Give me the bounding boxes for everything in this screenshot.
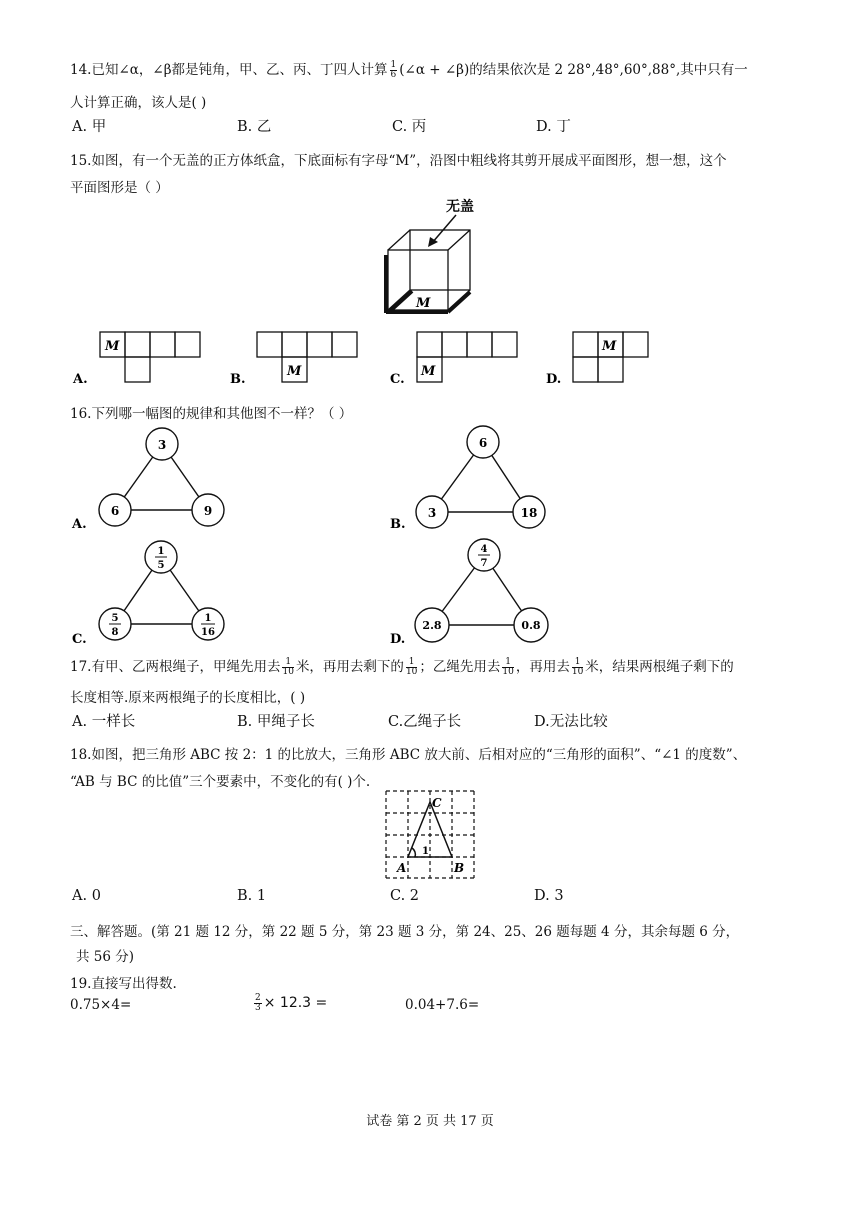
svg-text:A.: A. bbox=[72, 517, 87, 532]
q17-fraction-3: $\frac{1}{10}$ bbox=[502, 657, 514, 677]
svg-text:18: 18 bbox=[520, 506, 538, 520]
q14-text-a: 14.已知∠α，∠β都是钝角，甲、乙、丙、丁四人计算 bbox=[70, 62, 388, 78]
angle-1-label: 1 bbox=[422, 846, 429, 857]
q14-option-a: A. 甲 bbox=[72, 119, 107, 135]
q19-expr-1: 0.75×4= bbox=[70, 997, 132, 1013]
svg-text:1: 1 bbox=[157, 546, 165, 557]
svg-text:B.: B. bbox=[390, 517, 406, 532]
q15-net-c bbox=[388, 328, 528, 388]
svg-text:C.: C. bbox=[390, 372, 405, 387]
q18-option-a: A. 0 bbox=[72, 888, 101, 904]
svg-text:M: M bbox=[602, 339, 617, 354]
q15-cube-figure bbox=[370, 195, 480, 320]
section-3-heading: 三、解答题。(第 21 题 12 分，第 22 题 5 分，第 23 题 3 分，第 24、25、26 题每题 4 分，其余每题 6 分， bbox=[70, 924, 740, 940]
q18-option-d: D. 3 bbox=[534, 888, 564, 904]
q14-option-c: C. 丙 bbox=[392, 119, 427, 135]
q16-triangle-c bbox=[70, 537, 230, 649]
svg-text:5: 5 bbox=[157, 560, 165, 571]
q15-line1: 15.如图，有一个无盖的正方体纸盒，下底面标有字母“M”，沿图中粗线将其剪开展成平面图形，想一想，这个 bbox=[70, 153, 727, 169]
page-footer: 试卷 第 2 页 共 17 页 bbox=[366, 1114, 494, 1129]
svg-text:D.: D. bbox=[390, 632, 406, 647]
q17-line2: 长度相等.原来两根绳子的长度相比，( ) bbox=[70, 690, 306, 706]
q18-option-c: C. 2 bbox=[390, 888, 420, 904]
svg-text:16: 16 bbox=[201, 627, 215, 638]
q17-fraction-2: $\frac{1}{10}$ bbox=[405, 657, 418, 677]
vertex-b-label: B bbox=[454, 861, 465, 875]
q17-option-d: D.无法比较 bbox=[534, 714, 608, 730]
svg-text:6: 6 bbox=[478, 436, 488, 450]
svg-text:M: M bbox=[421, 364, 436, 379]
q18-line2: “AB 与 BC 的比值”三个要素中，不变化的有( )个. bbox=[70, 774, 371, 790]
q16-triangle-a bbox=[70, 424, 230, 534]
svg-text:C.: C. bbox=[72, 632, 87, 647]
q17-fraction-4: $\frac{1}{10}$ bbox=[571, 657, 584, 677]
q16-triangle-d bbox=[388, 535, 558, 649]
svg-text:0.8: 0.8 bbox=[521, 619, 541, 632]
q17-option-b: B. 甲绳子长 bbox=[237, 714, 315, 730]
q19-title: 19.直接写出得数. bbox=[70, 976, 177, 992]
q14-text-b: (∠α + ∠β)的结果依次是 2 28°,48°,60°,88°,其中只有一 bbox=[399, 62, 748, 78]
q18-grid-triangle bbox=[384, 788, 476, 882]
q17-option-a: A. 一样长 bbox=[72, 714, 136, 730]
q19-expr-3: 0.04+7.6= bbox=[405, 997, 480, 1013]
svg-text:4: 4 bbox=[480, 544, 488, 555]
svg-text:3: 3 bbox=[157, 438, 167, 452]
vertex-c-label: C bbox=[432, 796, 442, 810]
vertex-a-label: A bbox=[397, 861, 407, 875]
q16-line1: 16.下列哪一幅图的规律和其他图不一样？（ ） bbox=[70, 406, 353, 422]
q18-option-b: B. 1 bbox=[237, 888, 267, 904]
svg-text:7: 7 bbox=[480, 558, 488, 569]
q15-net-a bbox=[70, 328, 210, 388]
svg-text:1: 1 bbox=[204, 613, 212, 624]
svg-text:9: 9 bbox=[203, 504, 213, 518]
no-lid-label: 无盖 bbox=[446, 199, 474, 215]
q14-option-b: B. 乙 bbox=[237, 119, 272, 135]
section-3-heading-cont: 共 56 分) bbox=[76, 949, 135, 965]
svg-text:3: 3 bbox=[427, 506, 437, 520]
svg-text:A.: A. bbox=[73, 372, 88, 387]
svg-text:D.: D. bbox=[546, 372, 562, 387]
q14-line1 bbox=[70, 58, 748, 80]
q17-option-c: C.乙绳子长 bbox=[388, 714, 462, 730]
q14-line2: 人计算正确，该人是( ) bbox=[70, 95, 207, 111]
q15-net-b bbox=[228, 328, 368, 388]
svg-text:5: 5 bbox=[111, 613, 119, 624]
q15-net-d bbox=[544, 328, 664, 388]
q14-option-d: D. 丁 bbox=[536, 119, 571, 135]
svg-text:6: 6 bbox=[110, 504, 120, 518]
svg-text:2.8: 2.8 bbox=[422, 619, 442, 632]
q19-expr-2: $\frac{2}{3}$ × 12.3 = bbox=[255, 993, 328, 1013]
q14-fraction: $\frac{1}{6}$ bbox=[390, 60, 397, 80]
q18-line1: 18.如图，把三角形 ABC 按 2：1 的比放大，三角形 ABC 放大前、后相对应的“三角形的面积”、“∠1 的度数”、 bbox=[70, 747, 747, 763]
svg-text:M: M bbox=[105, 339, 120, 354]
cube-face-m: M bbox=[416, 296, 431, 311]
q15-line2: 平面图形是（ ） bbox=[70, 180, 169, 196]
q17-line1: 17.有甲、乙两根绳子，甲绳先用去 $\frac{1}{10}$ 米，再用去剩下的 $\frac{1}{10}$ ；乙绳先用去 $\frac{1}{10}$ ，再用去 $\frac{1}{10}$ 米，结果两根绳子剩下的 bbox=[70, 657, 734, 677]
svg-text:B.: B. bbox=[230, 372, 246, 387]
q16-triangle-b bbox=[388, 422, 558, 534]
svg-text:8: 8 bbox=[111, 627, 119, 638]
svg-text:M: M bbox=[287, 364, 302, 379]
q17-fraction-1: $\frac{1}{10}$ bbox=[282, 657, 294, 677]
